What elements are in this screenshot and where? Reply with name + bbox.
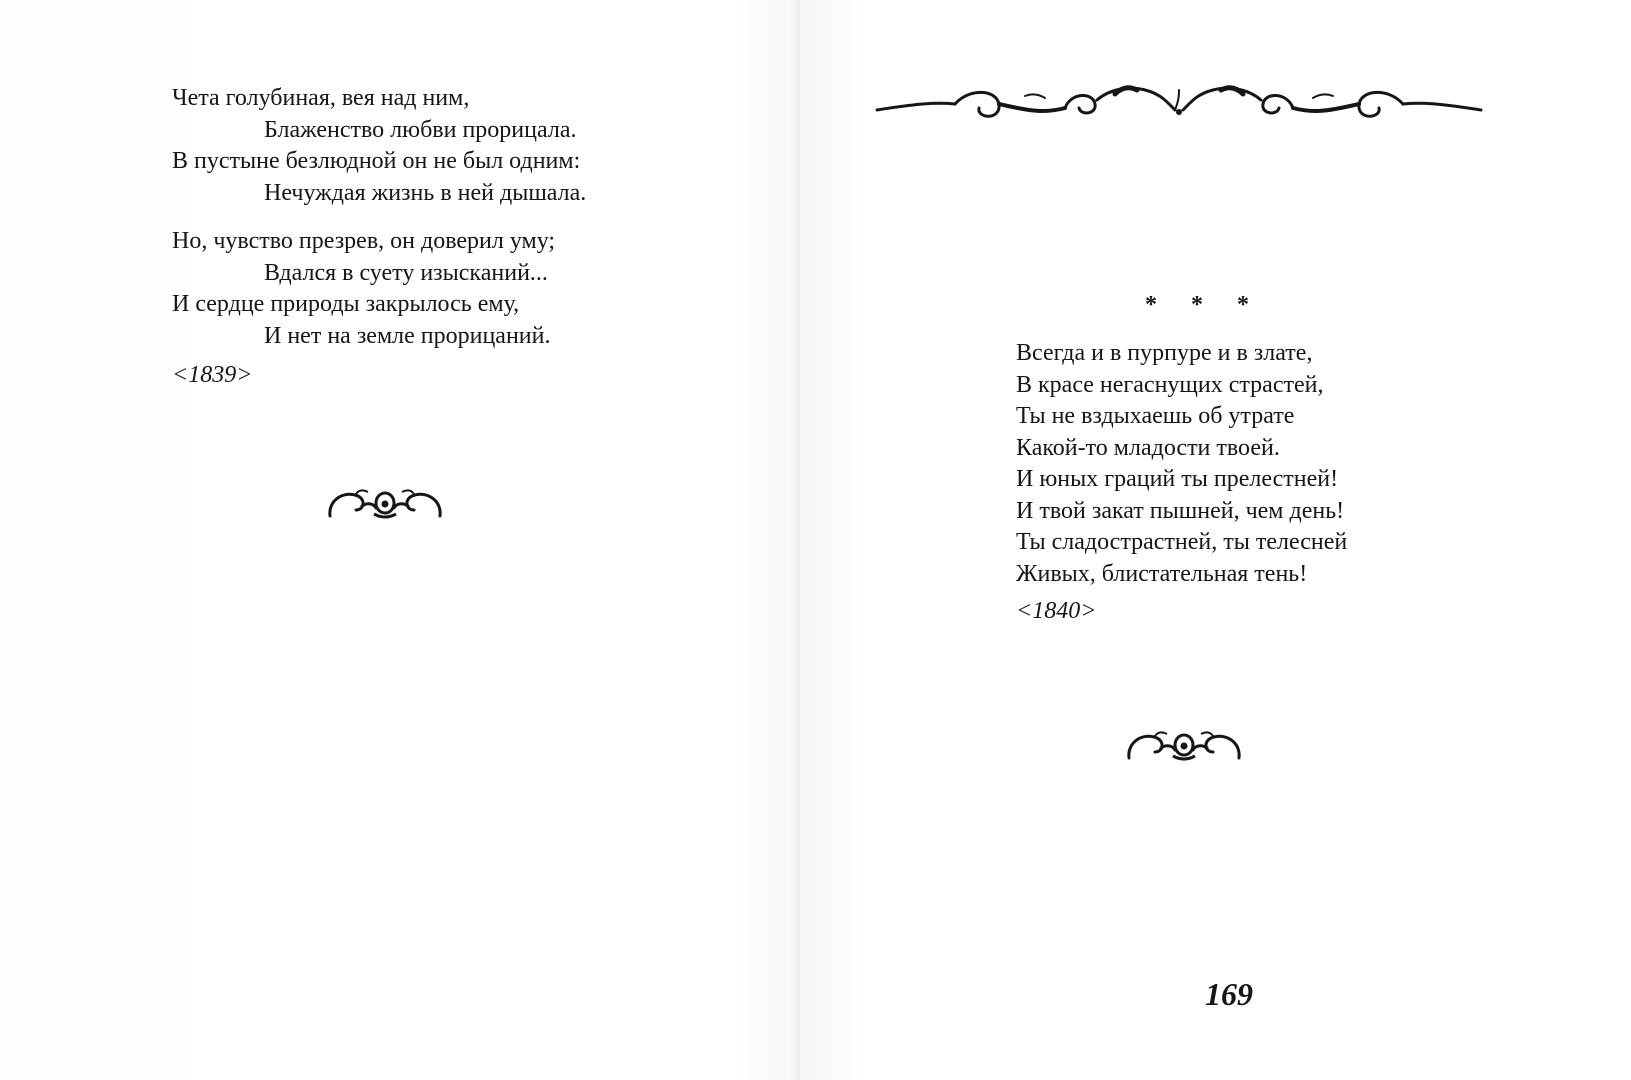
verse-line: Ты не вздыхаешь об утрате (1016, 403, 1295, 429)
poem-date: <1839> (172, 362, 253, 388)
verse-line: И твой закат пышней, чем день! (1016, 497, 1345, 524)
verse-line: Нечуждая жизнь в ней дышала. (264, 179, 587, 206)
verse-line: Какой-то младости твоей. (1016, 434, 1280, 461)
verse-line: И нет на земле прорицаний. (264, 322, 551, 349)
page-number: 169 (1205, 976, 1253, 1012)
section-separator: * * * (1145, 292, 1263, 318)
vignette-ornament-icon (326, 484, 444, 522)
verse-line: Но, чувство презрев, он доверил уму; (172, 228, 556, 254)
verse-line: Всегда и в пурпуре и в злате, (1016, 340, 1313, 366)
vignette-ornament-icon (1125, 726, 1243, 764)
verse-line: И юных граций ты прелестней! (1016, 466, 1339, 492)
verse-line: В красе негаснущих страстей, (1016, 371, 1324, 398)
verse-line: Чета голубиная, вея над ним, (172, 85, 470, 111)
left-poem (172, 83, 586, 369)
poem-date: <1840> (1016, 598, 1097, 624)
scroll-flourish-ornament-icon (875, 80, 1483, 132)
verse-line: И сердце природы закрылось ему, (172, 291, 520, 317)
left-page (0, 0, 800, 1080)
stanza-1 (172, 83, 586, 209)
verse-line: Вдался в суету изысканий... (264, 259, 548, 286)
right-page (800, 0, 1631, 1080)
right-poem (1016, 338, 1347, 590)
verse-line: В пустыне безлюдной он не был одним: (172, 148, 581, 174)
stanza-2 (172, 226, 586, 352)
verse-line: Блаженство любви прорицала. (264, 116, 577, 143)
verse-line: Живых, блистательная тень! (1016, 560, 1308, 587)
verse-line: Ты сладострастней, ты телесней (1016, 529, 1348, 555)
